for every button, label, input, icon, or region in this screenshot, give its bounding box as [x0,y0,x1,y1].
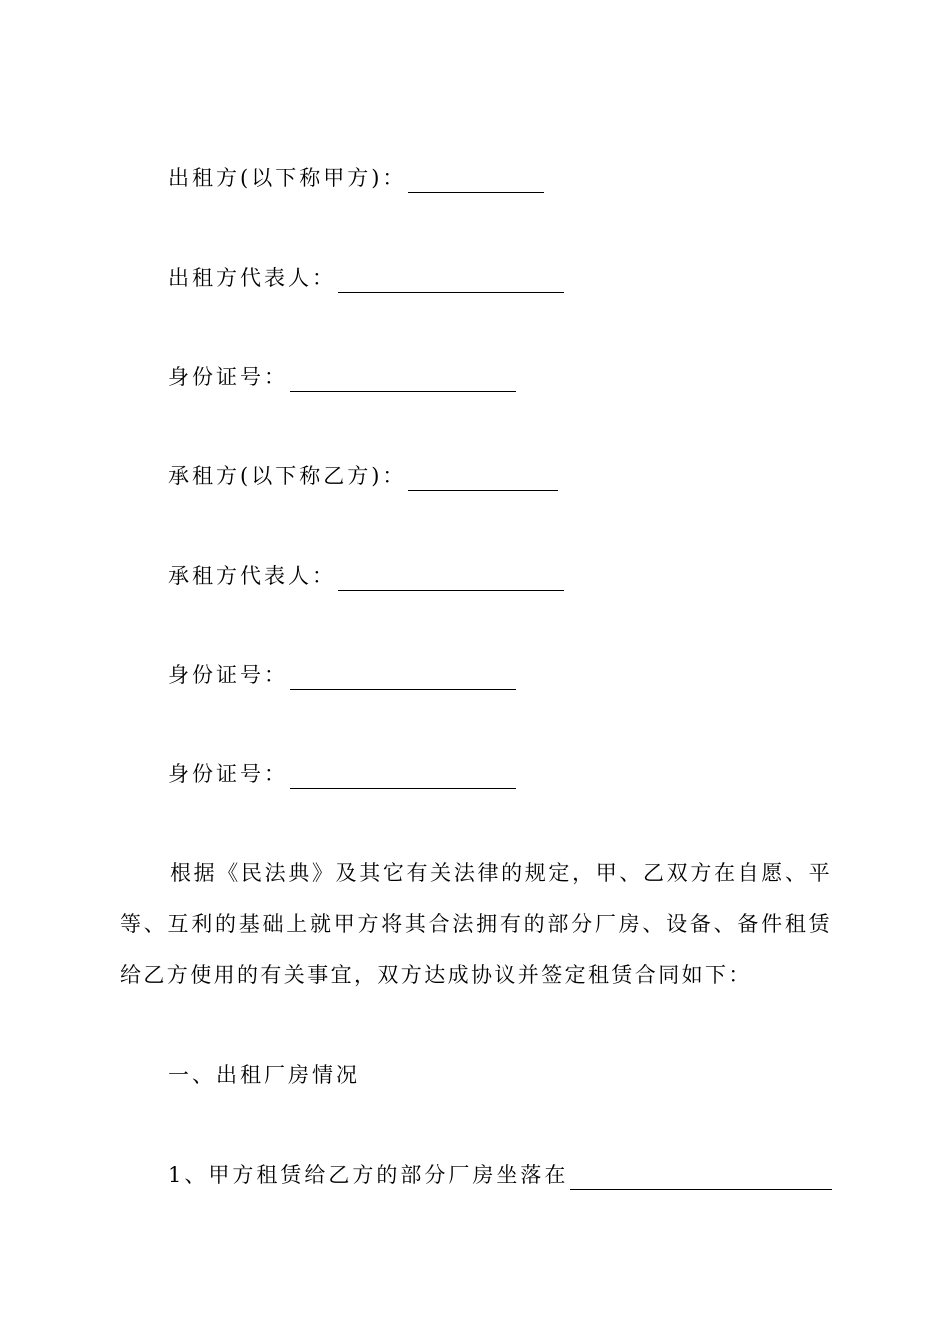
lessor-label: 出租方(以下称甲方)： [168,166,407,190]
lessee-rep-line [168,561,564,591]
lessor-blank[interactable] [408,170,544,193]
section-1-item-1-label: 1、甲方租赁给乙方的部分厂房坐落在 [168,1163,569,1187]
lessee-label: 承租方(以下称乙方)： [168,464,407,488]
lessee-rep-label: 承租方代表人： [168,564,336,588]
lessee-id-2-label: 身份证号： [168,762,288,786]
lessor-rep-line [168,263,564,293]
lessee-id-blank[interactable] [290,667,516,690]
lessee-id-2-line [168,759,516,789]
lessee-id-label: 身份证号： [168,663,288,687]
lessor-id-label: 身份证号： [168,365,288,389]
section-1-heading: 一、出租厂房情况 [168,1063,360,1087]
lessee-id-2-blank[interactable] [290,766,516,789]
lessee-rep-blank[interactable] [338,568,564,591]
lessor-id-blank[interactable] [290,369,516,392]
lessor-line [168,163,544,193]
lessee-line [168,461,558,491]
section-1-item-1-line [168,1160,832,1190]
lessee-id-line [168,660,516,690]
lessor-id-line [168,362,516,392]
lessor-rep-label: 出租方代表人： [168,266,336,290]
location-blank[interactable] [570,1167,832,1190]
lessee-blank[interactable] [408,468,558,491]
lessor-rep-blank[interactable] [338,270,564,293]
intro-paragraph: 根据《民法典》及其它有关法律的规定，甲、乙双方在自愿、平等、互利的基础上就甲方将其合法拥有的部分厂房、设备、备件租赁给乙方使用的有关事宜，双方达成协议并签定租赁合同如下： [120,861,832,987]
